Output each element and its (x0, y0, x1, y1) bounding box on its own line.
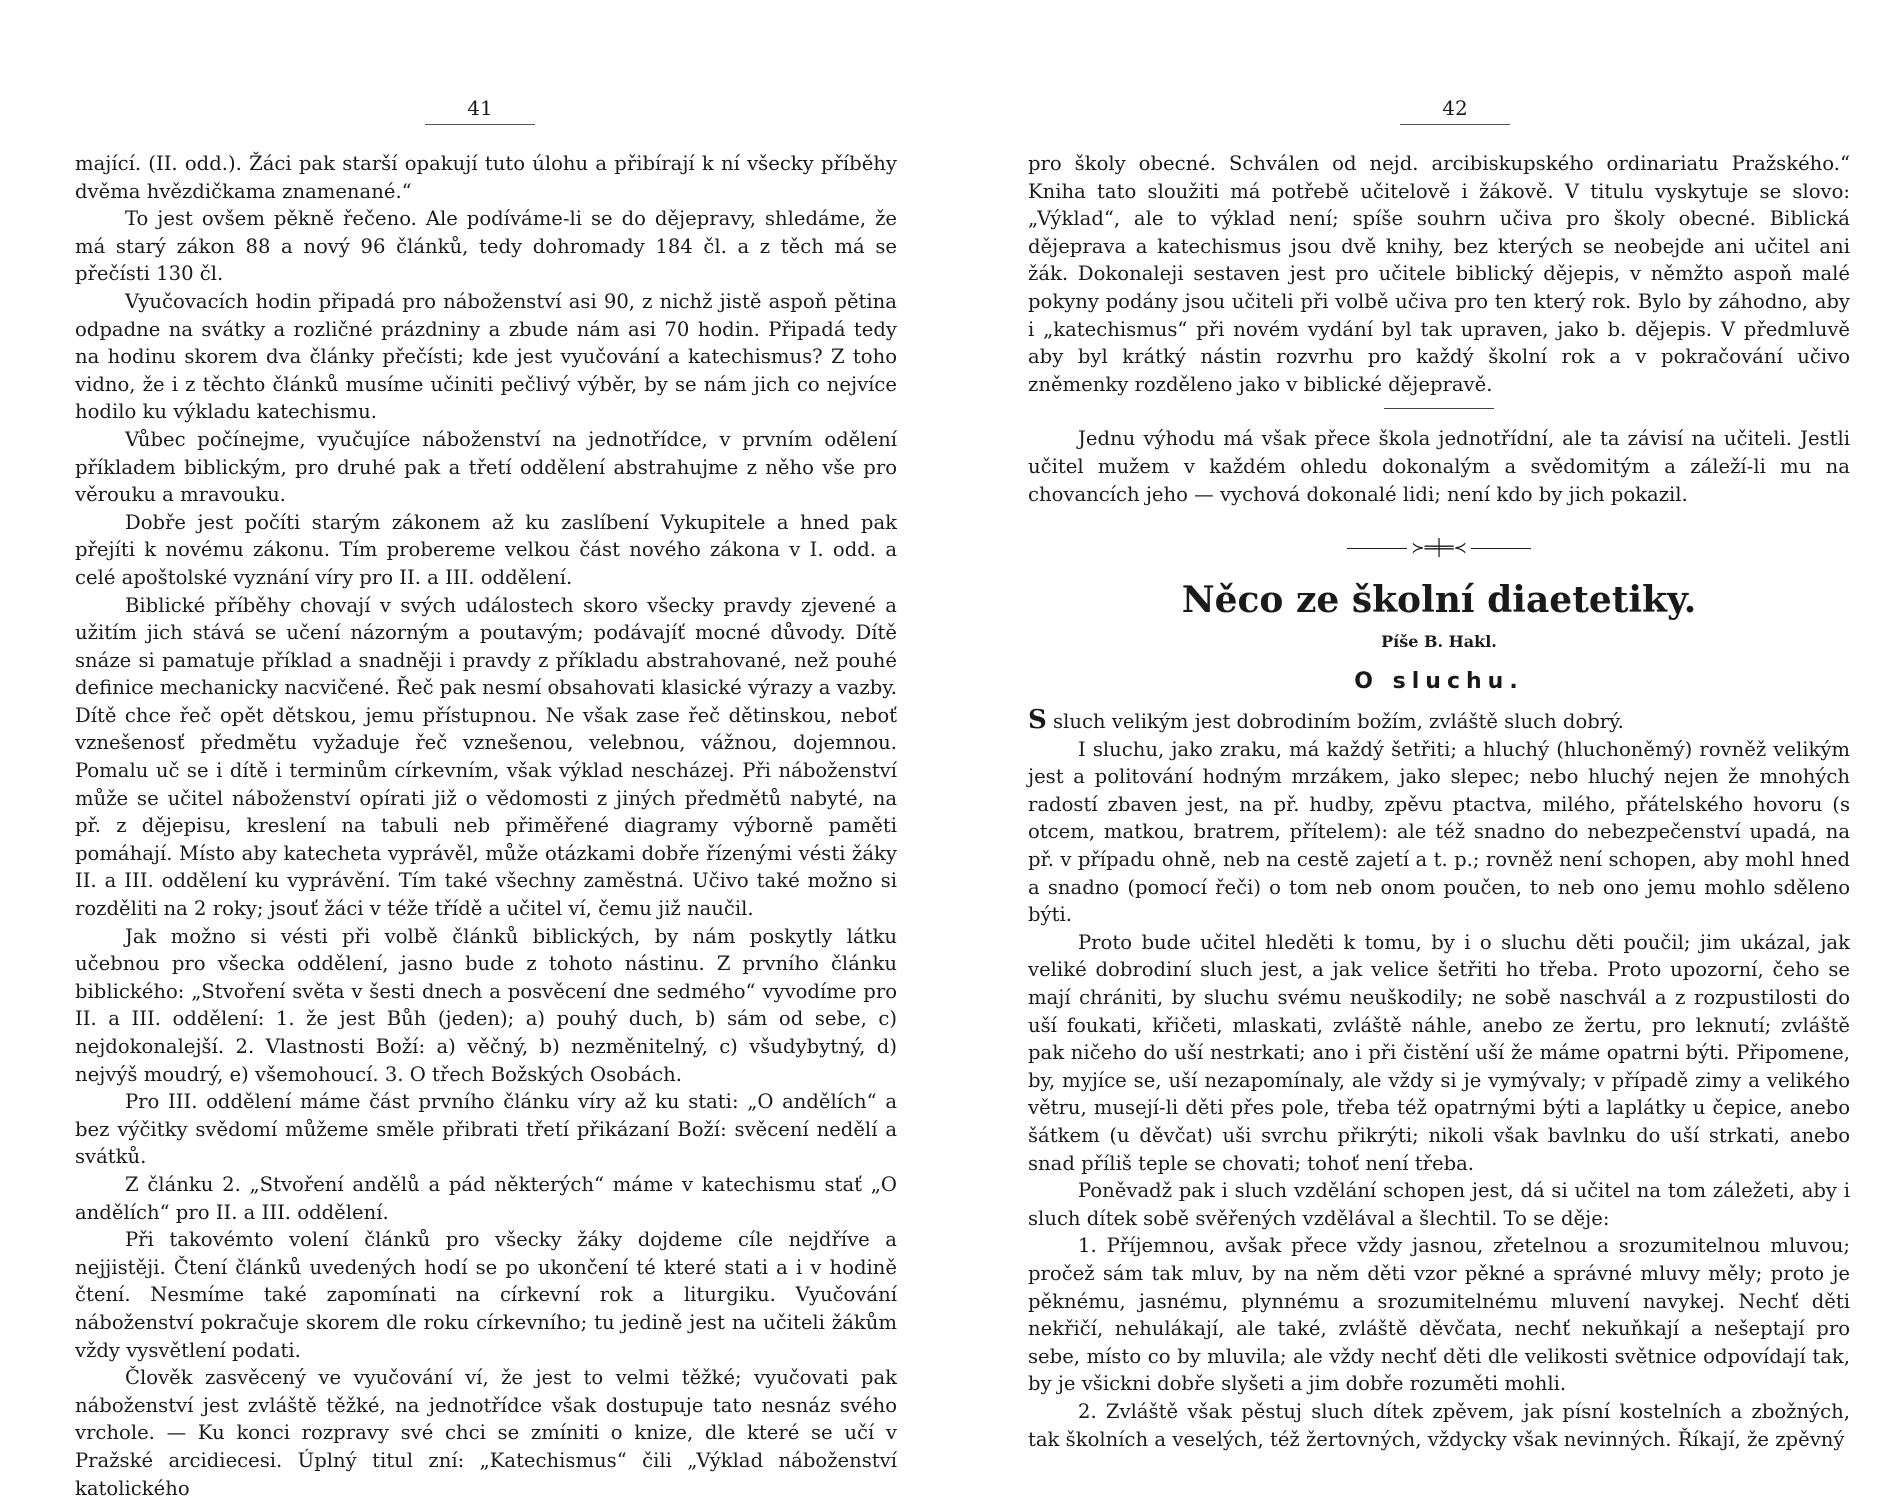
paragraph: Poněvadž pak i sluch vzdělání schopen jest, dá si učitel na tom záležeti, aby i sluch dítek sobě svěřených vzdělával a šlechtil. To se děje: (1028, 1179, 1850, 1230)
ornament-glyph: ≻═╪═≺ (1411, 538, 1467, 558)
right-page-text (1028, 150, 1850, 1453)
paragraph: Dobře jest počíti starým zákonem až ku zaslíbení Vykupitele a hned pak přejíti k novému zákonu. Tím probereme velkou část nového zákona v I. odd. a celé apoštolské vyznání víry pro II. a III. oddělení. (75, 510, 897, 589)
drop-cap: S (1028, 705, 1047, 736)
paragraph: Proto bude učitel hleděti k tomu, by i o sluchu děti poučil; jim ukázal, jak veliké dobrodiní sluch jest, a jak velice šetřiti ho třeba. Proto upozorní, čeho se mají chrániti, by sluchu svému neuškodily; ne sobě naschvál a z rozpustilosti do uší foukati, křičeti, mlaskati, zvláště náhle, anebo ze žertu, pro leknutí; zvláště pak ničeho do uší nestrkati; ano i při čistění uší že máme opatrni býti. Připomene, by, myjíce se, uší nezapomínaly, ale vždy si je vymývaly; v případě zimy a velikého větru, musejí-li děti přes pole, třeba též opatrnými býti a laplátky u čepice, anebo šátkem (u děvčat) uši svrchu přikrýti; nikoli však bavlnku do uší strkati, anebo snad příliš teple se chovati; tohoť není třeba. (1028, 930, 1850, 1175)
paragraph: Při takovémto volení článků pro všecky žáky dojdeme cíle nejdříve a nejjistěji. Čtení článků uvedených hodí se po ukončení té které stati a i v hodině čtení. Nesmíme také zapomínati na církevní rok a liturgiku. Vyučování náboženství pokračuje skorem dle roku církevního; tu jedině jest na učiteli žákům vždy vysvětlení podati. (75, 1228, 897, 1362)
section-title: O sluchu. (1354, 668, 1524, 694)
page-number-left: 41 (425, 96, 535, 125)
article-byline: Píše B. Hakl. (1381, 631, 1497, 651)
paragraph: Vůbec počínejme, vyučujíce náboženství na jednotřídce, v prvním odělení příkladem biblickým, pro druhé pak a třetí oddělení abstrahujme z něho vše pro věrouku a mravouku. (75, 427, 897, 507)
paragraph: 2. Zvláště však pěstuj sluch dítek zpěvem, jak písní kostelních a zbožných, tak školních a veselých, též žertovných, vždycky však nevinných. Říkají, že zpěvný (1028, 1399, 1850, 1451)
paragraph: Jednu výhodu má však přece škola jednotřídní, ale ta závisí na učiteli. Jestli učitel mužem v každém ohledu dokonalým a svědomitým a záleží-li mu na chovancích jeho — vychová dokonalé lidi; není kdo by jich pokazil. (1028, 427, 1850, 506)
paragraph: Z článku 2. „Stvoření andělů a pád některých“ máme v katechismu stať „O andělích“ pro II. a III. oddělení. (75, 1172, 897, 1224)
paragraph: Člověk zasvěcený ve vyučování ví, že jest to velmi těžké; vyučovati pak náboženství jest zvláště těžké, na jednotřídce však dostupuje tato nesnáz svého vrchole. — Ku konci rozpravy své chci se zmíniti o knize, dle které se učí v Pražské arcidiecesi. Úplný titul zní: „Katechismus“ čili „Výklad náboženství katolického (75, 1366, 897, 1500)
ornament-line (1347, 548, 1407, 549)
first-line-text: sluch velikým jest dobrodiním božím, zvláště sluch dobrý. (1046, 710, 1624, 734)
ornament-line (1471, 548, 1531, 549)
paragraph: I sluchu, jako zraku, má každý šetřiti; a hluchý (hluchoněmý) rovněž velikým jest a politování hodným mrzákem, jako slepec; nebo hluchý nejen že mnohých radostí zbaven jest, na př. hudby, zpěvu ptactva, milého, přátelského hovoru (s otcem, matkou, bratrem, přítelem): ale též snadno do nebezpečenství upadá, na př. v případu ohně, neb na cestě zajetí a t. p.; rovněž není schopen, aby mohl hned a snadno (pomocí řeči) o tom neb onom poučen, to neb ono jemu mohlo sděleno býti. (1028, 737, 1850, 927)
left-page-text (75, 150, 897, 1502)
left-page (0, 0, 948, 1500)
ornament-divider (1028, 534, 1850, 562)
paragraph: Jak možno si vésti při volbě článků biblických, by nám poskytly látku učebnou pro všecka oddělení, jasno bude z tohoto nástinu. Z prvního článku biblického: „Stvoření světa v šesti dnech a posvěcení dne sedmého“ vyvodíme pro II. a III. oddělení: 1. že jest Bůh (jeden); a) pouhý duch, b) sám od sebe, c) nejdokonalejší. 2. Vlastnosti Boží: a) věčný, b) nezměnitelný, c) všudybytný, d) nejvýš moudrý, e) všemohoucí. 3. O třech Božských Osobách. (75, 924, 897, 1086)
paragraph: Biblické příběhy chovají v svých událostech skoro všecky pravdy zjevené a užitím jich stává se učení názorným a poutavým; podávajíť mocné důvody. Dítě snáze si pamatuje příklad a snadněji i pravdy z příkladu abstrahované, než pouhé definice mechanicky nacvičené. Řeč pak nesmí obsahovati klasické výrazy a vazby. Dítě chce řeč opět dětskou, jemu přístupnou. Ne však zase řeč dětinskou, neboť vznešenosť předmětu vyžaduje řeč vznešenou, velebnou, vážnou, dojemnou. Pomalu uč se i dítě i terminům církevním, však výklad nescházej. Při náboženství může se učitel náboženství opírati již o vědomosti z jiných předmětů nabyté, na př. z dějepisu, kreslení na tabuli neb přiměřené diagramy výborně paměti pomáhají. Místo aby katecheta vyprávěl, může otázkami dobře řízenými vésti žáky II. a III. oddělení ku vyprávění. Tím také všechny zaměstná. Učivo také možno si rozděliti na 2 roky; jsouť žáci v téže třídě a učitel ví, čemu již naučil. (75, 593, 897, 921)
paragraph-first (1028, 707, 1850, 736)
article-title: Něco ze školní diaetetiky. (1181, 578, 1697, 621)
paragraph: 1. Příjemnou, avšak přece vždy jasnou, zřetelnou a srozumitelnou mluvou; pročež sám tak mluv, by na něm děti vzor pěkné a správné mluvy měly; proto je pěknému, jasnému, plynnému a srozumitelnému mluvení navykej. Nechť děti nekřičí, nehulákají, ale také, zvláště děvčata, nechť nekuňkají a nešeptají pro sebe, místo co by mluvila; ale vždy nechť děti dle velikosti světnice odpovídají tak, by je všickni dobře slyšeti a jim dobře rozuměti mohli. (1028, 1234, 1850, 1396)
paragraph: Vyučovacích hodin připadá pro náboženství asi 90, z nichž jistě aspoň pětina odpadne na svátky a rozličné prázdniny a zbude nám asi 70 hodin. Připadá tedy na hodinu skorem dva články přečísti; kde jest vyučování a katechismus? Z toho vidno, že i z těchto článků musíme učiniti pečlivý výběr, by se nám jich co nejvíce hodilo ku výkladu katechismu. (75, 289, 897, 424)
paragraph: mající. (II. odd.). Žáci pak starší opakují tuto úlohu a přibírají k ní všecky příběhy dvěma hvězdičkama znamenané.“ (75, 152, 897, 203)
page-number-right: 42 (1400, 96, 1510, 125)
right-page (948, 0, 1896, 1500)
paragraph: To jest ovšem pěkně řečeno. Ale podíváme-li se do dějepravy, shledáme, že má starý zákon 88 a nový 96 článků, tedy dohromady 184 čl. a z těch má se přečísti 130 čl. (75, 207, 897, 286)
paragraph: Pro III. oddělení máme část prvního článku víry až ku stati: „O andělích“ a bez výčitky svědomí můžeme směle přibrati třetí přikázaní Boží: svěcení nedělí a svátků. (75, 1090, 897, 1169)
paragraph: pro školy obecné. Schválen od nejd. arcibiskupského ordinariatu Pražského.“ Kniha tato sloužiti má potřebě učitelově i žákově. V titulu vyskytuje se slovo: „Výklad“, ale to výklad není; spíše souhrn učiva pro školy obecné. Biblická dějeprava a katechismus jsou dvě knihy, bez kterých se neobejde ani učitel ani žák. Dokonaleji sestaven jest pro učitele biblický dějepis, v němžto aspoň malé pokyny podány jsou učiteli při volbě učiva pro ten který rok. Bylo by záhodno, aby i „katechismus“ při novém vydání byl tak upraven, jako b. dějepis. V předmluvě aby byl krátký nástin rozvrhu pro každý školní rok a v pokračování učivo zněmenky rozděleno jako v biblické dějepravě. (1028, 152, 1850, 396)
separator-rule (1384, 408, 1494, 409)
